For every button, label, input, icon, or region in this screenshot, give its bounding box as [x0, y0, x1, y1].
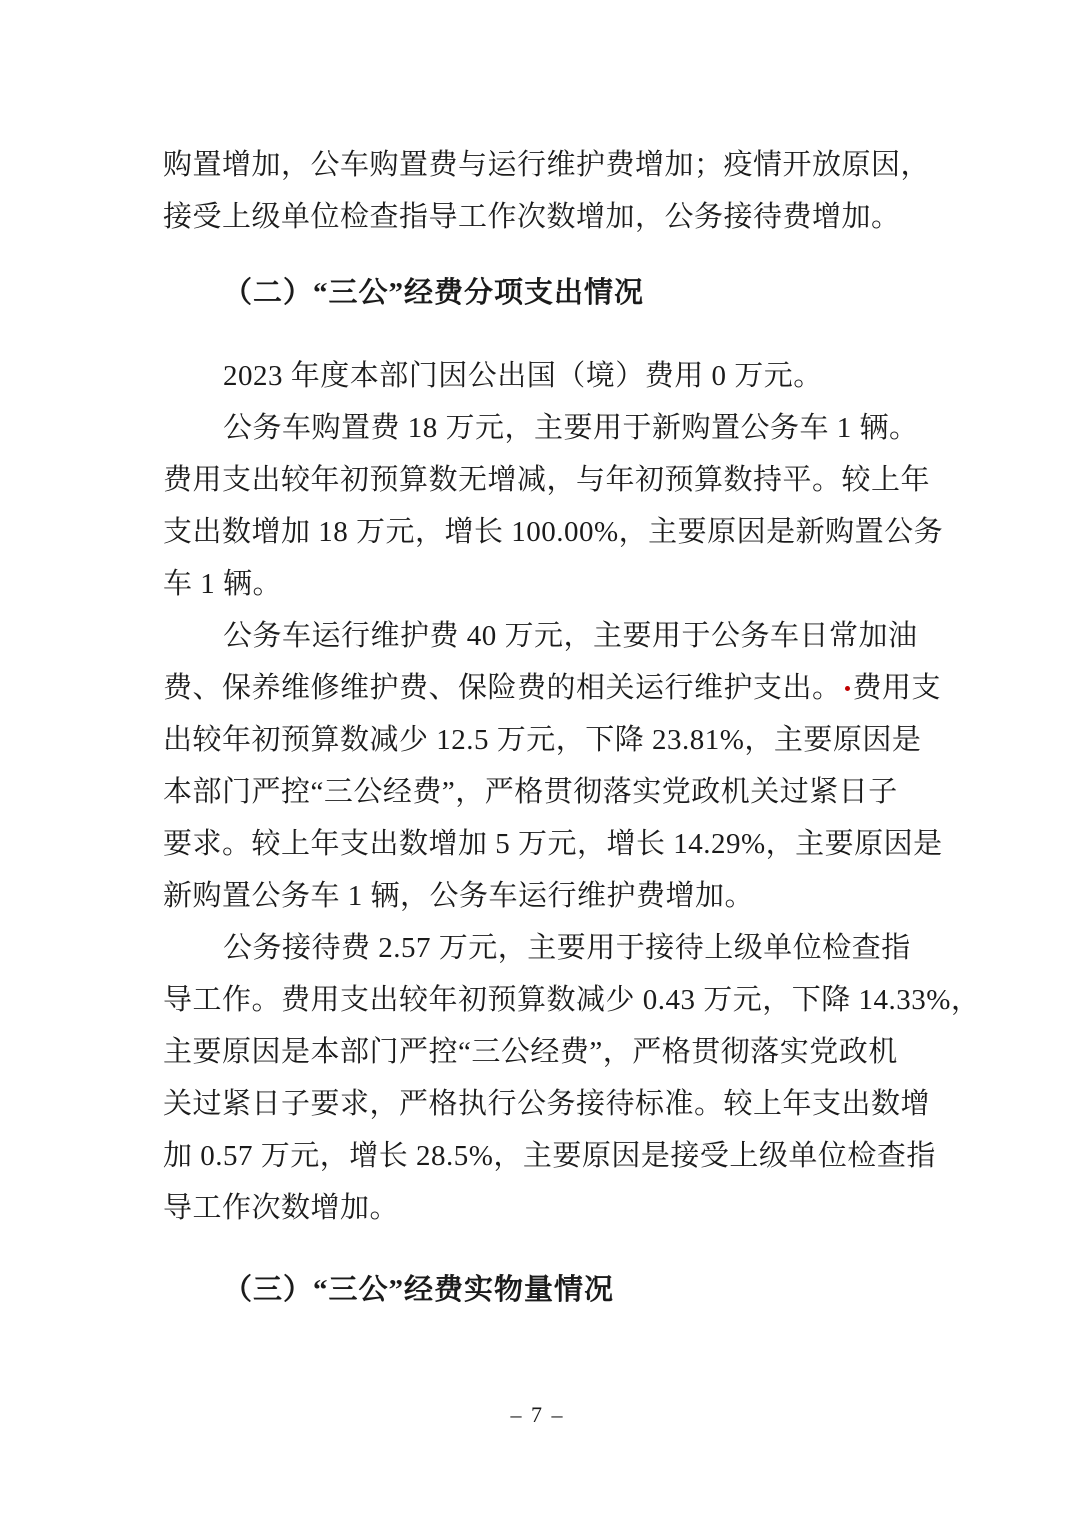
text-run: 公务接待费 2.57 万元，主要用于接待上级单位检查指 — [223, 932, 911, 964]
document-line — [163, 714, 931, 766]
document-line — [163, 558, 931, 610]
document-line — [163, 139, 931, 191]
page-number: – 7 – — [510, 1402, 565, 1427]
text-run: 关过紧日子要求，严格执行公务接待标准。较上年支出数增 — [163, 1088, 931, 1120]
document-line — [163, 662, 942, 714]
text-run: 出较年初预算数减少 12.5 万元，下降 23.81%，主要原因是 — [163, 724, 922, 756]
document-line — [163, 870, 931, 922]
document-line — [163, 191, 931, 243]
text-run: 新购置公务车 1 辆，公务车运行维护费增加。 — [163, 880, 755, 912]
document-line — [163, 1130, 936, 1182]
document-line — [163, 454, 931, 506]
document-line — [163, 350, 931, 402]
document-line — [163, 766, 931, 818]
document-line — [163, 506, 944, 558]
text-run: 接受上级单位检查指导工作次数增加，公务接待费增加。 — [163, 201, 901, 233]
text-run: 要求。较上年支出数增加 5 万元，增长 14.29%，主要原因是 — [163, 828, 943, 860]
document-line — [163, 402, 931, 454]
document-content — [163, 139, 981, 1316]
document-line — [163, 974, 981, 1026]
document-line — [163, 1026, 931, 1078]
text-run: 2023 年度本部门因公出国（境）费用 0 万元。 — [223, 360, 823, 392]
text-run: 公务车购置费 18 万元，主要用于新购置公务车 1 辆。 — [223, 412, 919, 444]
text-run: 本部门严控“三公经费”，严格贯彻落实党政机关过紧日子 — [163, 776, 898, 808]
text-run: 费用支出较年初预算数无增减，与年初预算数持平。较上年 — [163, 464, 931, 496]
text-run: 导工作。费用支出较年初预算数减少 0.43 万元，下降 14.33%， — [163, 984, 981, 1016]
text-run: （三）“三公”经费实物量情况 — [223, 1274, 615, 1306]
text-run: 费、保养维修维护费、保险费的相关运行维护支出。 — [163, 672, 842, 704]
text-run: （二）“三公”经费分项支出情况 — [223, 277, 645, 309]
text-run: 公务车运行维护费 40 万元，主要用于公务车日常加油 — [223, 620, 918, 652]
text-run: 主要原因是本部门严控“三公经费”，严格贯彻落实党政机 — [163, 1036, 898, 1068]
text-run: 支出数增加 18 万元，增长 100.00%，主要原因是新购置公务 — [163, 516, 944, 548]
red-dot-annotation-icon — [845, 686, 850, 691]
text-run: 加 0.57 万元，增长 28.5%，主要原因是接受上级单位检查指 — [163, 1140, 936, 1172]
document-line — [163, 610, 931, 662]
document-line — [163, 922, 931, 974]
document-line — [163, 1078, 931, 1130]
document-line — [163, 1182, 931, 1234]
section-heading — [163, 1264, 931, 1316]
text-run: 车 1 辆。 — [163, 568, 283, 600]
text-run: 费用支 — [852, 672, 942, 704]
text-run: 导工作次数增加。 — [163, 1192, 400, 1224]
document-line — [163, 818, 943, 870]
section-heading — [163, 267, 931, 319]
text-run: 购置增加，公车购置费与运行维护费增加；疫情开放原因， — [163, 149, 931, 181]
